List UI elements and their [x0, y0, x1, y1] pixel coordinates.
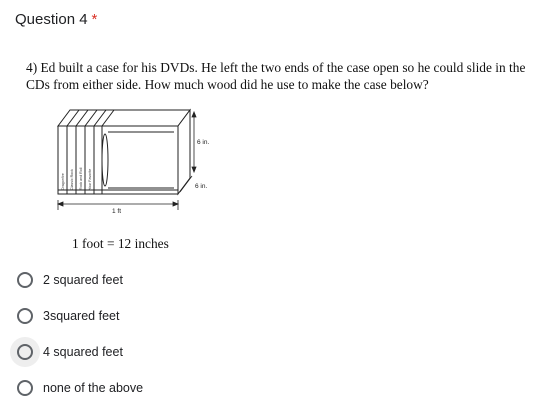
radio-button[interactable]	[17, 272, 33, 288]
option-4-squared-feet[interactable]	[0, 334, 551, 370]
unit-conversion-note: 1 foot = 12 inches	[72, 236, 169, 251]
length-label: 1 ft	[112, 208, 122, 215]
radio-button-wrap[interactable]	[10, 301, 40, 331]
radio-button[interactable]	[17, 380, 33, 396]
option-3-squared-feet[interactable]	[0, 298, 551, 334]
spine-label-3: Rock and Roll	[79, 167, 83, 190]
radio-button-wrap[interactable]	[10, 337, 40, 367]
radio-button[interactable]	[17, 308, 33, 324]
option-label[interactable]: 4 squared feet	[43, 345, 123, 359]
radio-button-wrap[interactable]	[10, 373, 40, 403]
height-label: 6 in.	[197, 139, 210, 146]
dvd-case-diagram	[50, 102, 230, 222]
required-asterisk: *	[91, 11, 98, 28]
option-none-of-the-above[interactable]	[0, 370, 551, 406]
spine-label-2: Classic Rock	[70, 169, 74, 190]
answer-options	[0, 262, 551, 406]
spine-label-1: Dragonfire	[61, 173, 65, 190]
question-prompt: 4) Ed built a case for his DVDs. He left the two ends of the case open so he could slide in the CDs from either side. How much wood did he use to make the case below?	[26, 60, 526, 92]
option-label[interactable]: 2 squared feet	[43, 273, 123, 287]
option-label[interactable]: 3squared feet	[43, 309, 120, 323]
question-header	[15, 10, 97, 30]
spine-label-4: Your Favorite	[88, 168, 92, 190]
option-label[interactable]: none of the above	[43, 381, 144, 395]
radio-button[interactable]	[17, 344, 33, 360]
question-title: Question 4	[15, 11, 88, 28]
radio-button-wrap[interactable]	[10, 265, 40, 295]
depth-label: 6 in.	[195, 183, 208, 190]
option-2-squared-feet[interactable]	[0, 262, 551, 298]
